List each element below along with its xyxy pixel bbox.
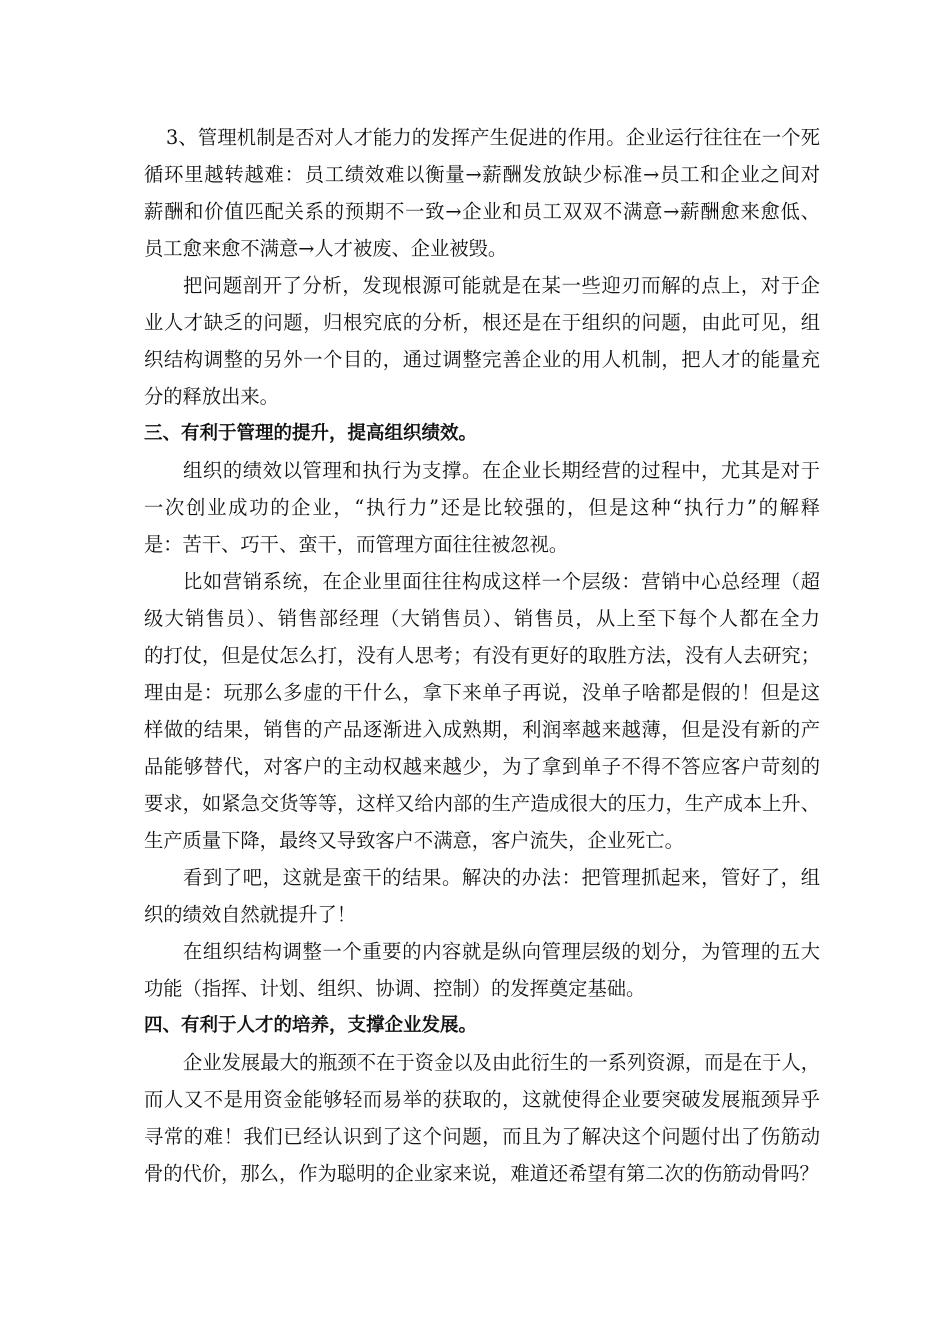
paragraph	[144, 933, 820, 1007]
text-line: 寻常的难！我们已经认识到了这个问题，而且为了解决这个问题付出了伤筋动	[144, 1125, 820, 1148]
paragraph	[144, 1044, 820, 1192]
text-line: 循环里越转越难：员工绩效难以衡量→薪酬发放缺少标准→员工和企业之间对	[144, 163, 820, 186]
text-line: 比如营销系统，在企业里面往往构成这样一个层级：营销中心总经理（超	[183, 570, 820, 593]
text-line: 一次创业成功的企业，“执行力”还是比较强的，但是这种“执行力”的解释	[144, 496, 820, 519]
text-line: 织的绩效自然就提升了！	[144, 903, 357, 926]
text-line: 薪酬和价值匹配关系的预期不一致→企业和员工双双不满意→薪酬愈来愈低、	[144, 200, 820, 223]
text-line: 3、管理机制是否对人才能力的发挥产生促进的作用。企业运行往往在一个死	[166, 126, 820, 149]
text-line: 而人又不是用资金能够轻而易举的获取的，这就使得企业要突破发展瓶颈异乎	[144, 1088, 820, 1111]
text-line: 功能（指挥、计划、组织、协调、控制）的发挥奠定基础。	[144, 977, 646, 1000]
text-line: 要求，如紧急交货等等，这样又给内部的生产造成很大的压力，生产成本上升、	[144, 792, 820, 815]
text-line: 品能够替代，对客户的主动权越来越少，为了拿到单子不得不答应客户苛刻的	[144, 755, 820, 778]
text-line: 理由是：玩那么多虚的干什么，拿下来单子再说，没单子啥都是假的！但是这	[144, 681, 820, 704]
paragraph	[144, 267, 820, 415]
text-line: 把问题剖开了分析，发现根源可能就是在某一些迎刃而解的点上，对于企	[183, 274, 820, 297]
paragraph	[144, 563, 820, 859]
paragraph	[144, 452, 820, 563]
text-line: 三、有利于管理的提升，提高组织绩效。	[144, 423, 478, 444]
text-line: 看到了吧，这就是蛮干的结果。解决的办法：把管理抓起来，管好了，组	[183, 866, 820, 889]
paragraph	[144, 119, 820, 267]
text-line: 四、有利于人才的培养，支撑企业发展。	[144, 1015, 478, 1036]
text-line: 级大销售员）、销售部经理（大销售员）、销售员，从上至下每个人都在全力	[144, 607, 820, 630]
text-line: 企业发展最大的瓶颈不在于资金以及由此衍生的一系列资源，而是在于人，	[183, 1051, 820, 1074]
text-line: 组织的绩效以管理和执行为支撑。在企业长期经营的过程中，尤其是对于	[183, 459, 820, 482]
text-line: 业人才缺乏的问题，归根究底的分析，根还是在于组织的问题，由此可见，组	[144, 311, 820, 334]
text-line: 生产质量下降，最终又导致客户不满意，客户流失，企业死亡。	[144, 829, 684, 852]
text-line: 织结构调整的另外一个目的，通过调整完善企业的用人机制，把人才的能量充	[144, 348, 820, 371]
text-line: 的打仗，但是仗怎么打，没有人思考；有没有更好的取胜方法，没有人去研究；	[144, 644, 820, 667]
section-heading	[144, 415, 820, 452]
text-line: 在组织结构调整一个重要的内容就是纵向管理层级的划分，为管理的五大	[183, 940, 820, 963]
paragraph	[144, 859, 820, 933]
text-line: 分的释放出来。	[144, 385, 279, 408]
section-heading	[144, 1007, 820, 1044]
text-line: 样做的结果，销售的产品逐渐进入成熟期，利润率越来越薄，但是没有新的产	[144, 718, 820, 741]
text-line: 骨的代价，那么，作为聪明的企业家来说，难道还希望有第二次的伤筋动骨吗？	[144, 1162, 819, 1185]
text-line: 员工愈来愈不满意→人才被废、企业被毁。	[144, 237, 508, 260]
document-page	[144, 119, 820, 1192]
text-line: 是：苦干、巧干、蛮干，而管理方面往往被忽视。	[144, 533, 569, 556]
